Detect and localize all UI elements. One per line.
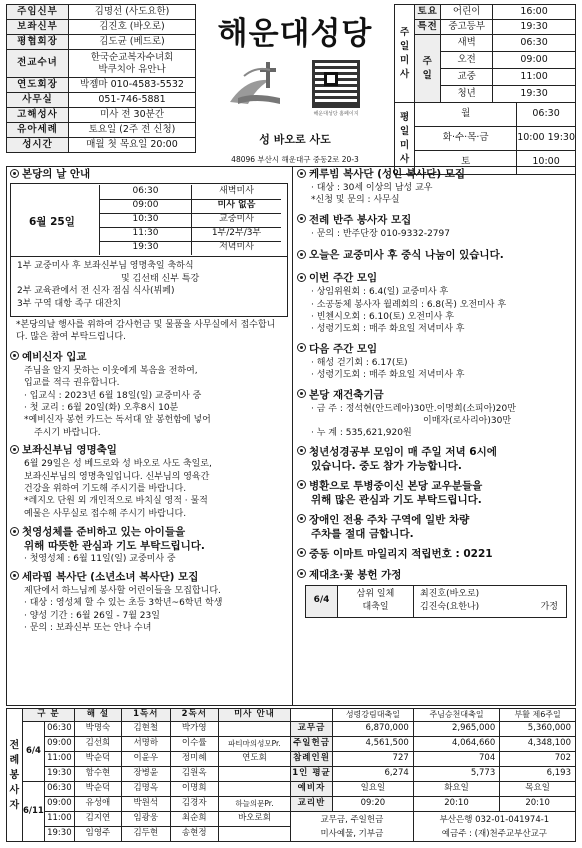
staff-role: 보좌신부 (7, 20, 69, 35)
staff-role: 연도회장 (7, 78, 69, 93)
class-time: 20:10 (413, 797, 499, 812)
staff-table (6, 4, 196, 153)
mass-time: 19:30 (44, 767, 74, 782)
server-name: 김선희 (74, 737, 121, 752)
server-name: 이윤우 (122, 752, 170, 767)
bullet-icon (297, 169, 306, 178)
communion-title-2: 위해 따뜻한 관심과 기도 부탁드립니다. (24, 540, 205, 553)
weekday-day: 월 (415, 103, 517, 127)
mass-guide (219, 767, 291, 782)
mass-type: 중고등부 (441, 20, 493, 35)
text-line: 입교를 적극 권유합니다. (24, 378, 120, 389)
mass-time: 11:00 (44, 752, 74, 767)
sick-title-2: 위해 많은 관심과 기도 부탁드립니다. (311, 493, 482, 506)
row-label: 참례인원 (291, 752, 333, 767)
col-header: 부활 제6주일 (500, 709, 576, 722)
mass-guide: 바오로회 (219, 812, 291, 827)
weekday-mass-label: 평일미사 (395, 103, 415, 175)
mass-guide (219, 827, 291, 842)
feast-title: 보좌신부님 영명축일 (22, 444, 117, 457)
class-time: 20:10 (500, 797, 576, 812)
staff-role: 사무실 (7, 93, 69, 108)
page-title: 해운대성당 (217, 16, 373, 52)
text-line: · 문의 : 반주단장 010-9332-2797 (311, 228, 450, 239)
bullet-icon (297, 548, 306, 557)
bullet-icon (297, 480, 306, 489)
staff-name: 박젬마 010-4583-5532 (69, 78, 196, 93)
right-column (297, 167, 573, 618)
emart-heading (297, 547, 573, 562)
column-divider (292, 166, 293, 706)
noodle-title: 오늘은 교중미사 후 중식 나눔이 있습니다. (309, 249, 504, 262)
server-name: 김지연 (74, 812, 121, 827)
mass-time: 19:30 (493, 20, 576, 35)
text-line: 주님을 알지 못하는 이웃에게 복음을 전하여, (24, 365, 198, 376)
text-line: · 첫 교리 : 6월 20일(화) 오후8시 10분 (24, 403, 179, 414)
mass-guide: 연도회 (219, 752, 291, 767)
amount: 4,348,100 (500, 737, 576, 752)
mass-type: 청년 (441, 86, 493, 103)
bank-label: 교무금, 주일헌금 (320, 814, 384, 825)
server-name: 박순덕 (74, 782, 121, 797)
text-line: · 해성 걷기회 : 6.17(토) (311, 357, 408, 368)
amount: 6,193 (500, 767, 576, 782)
server-name: 송현정 (170, 827, 219, 842)
flower-donor: 김진숙(요한나) (420, 602, 480, 613)
flower-occasion: 대축일 (362, 602, 389, 613)
bullet-icon (10, 351, 19, 360)
bullet-icon (297, 214, 306, 223)
fund-heading (297, 388, 573, 403)
flower-family: 가정 (540, 601, 558, 612)
text-line: · 성령기도회 : 매주 화요일 저녁미사 후 (311, 370, 465, 381)
mass-time: 10:00 (517, 151, 576, 175)
mass-time: 06:30 (517, 103, 576, 127)
staff-name: 김도균 (베드로) (69, 35, 196, 50)
server-name: 김두현 (122, 827, 170, 842)
row-label: 교리반 (291, 797, 333, 812)
mass-type: 교중 (441, 69, 493, 86)
staff-name: 051-746-5881 (69, 93, 196, 108)
date-label: 6/4 (23, 722, 45, 782)
mass-guide (219, 782, 291, 797)
patron-day-title: 본당의 날 안내 (22, 168, 91, 180)
text-line: · 문의 : 보좌신부 또는 안나 수녀 (24, 622, 152, 633)
amount: 2,965,000 (413, 722, 499, 737)
bullet-icon (10, 445, 19, 454)
mass-type: 어린이 (441, 5, 493, 20)
row-label: 교무금 (291, 722, 333, 737)
bullet-icon (297, 569, 306, 578)
qr-caption: 해운대성당 홈페이지 (313, 111, 359, 117)
text-line: · 대상 : 영성체 할 수 있는 초등 3학년~6학년 학생 (24, 598, 223, 609)
patron-saint: 성 바오로 사도 (259, 133, 331, 146)
program-line: 3부 구역 대항 족구 대잔치 (17, 298, 122, 309)
schedule-item: 미사 없음 (192, 199, 282, 213)
mass-time: 10:00 (517, 132, 545, 144)
server-name: 임영주 (74, 827, 121, 842)
staff-role: 유아세례 (7, 123, 69, 138)
staff-role: 성시간 (7, 138, 69, 153)
saturday-label: 토요 (415, 5, 441, 20)
mass-type: 오전 (441, 52, 493, 69)
feast-heading (10, 443, 288, 458)
server-name: 장병윤 (122, 767, 170, 782)
col-header: 1독서 (122, 709, 170, 722)
program-line: 2부 교육관에서 전 신자 점심 식사(뷔페) (17, 286, 175, 296)
row-label: 예비자 (291, 782, 333, 797)
text-line: *신청 및 문의 : 사무실 (311, 195, 400, 206)
col-header: 성령강림대축일 (333, 709, 414, 722)
server-name: 김현철 (122, 722, 170, 737)
text-line: · 소공동체 봉사자 월례회의 : 6.8(목) 오전미사 후 (311, 299, 507, 310)
staff-name: 김진호 (바오로) (69, 20, 196, 35)
row-label: 1인 평균 (291, 767, 333, 782)
mass-time: 09:00 (493, 52, 576, 69)
bullet-icon (297, 514, 306, 523)
amount: 702 (500, 752, 576, 767)
server-name: 임광웅 (122, 812, 170, 827)
seraph-heading (10, 570, 288, 585)
flower-date: 6/4 (306, 585, 338, 617)
mass-guide: 하늘의문Pr. (219, 797, 291, 812)
bank-account: 부산은행 032-01-041974-1 (439, 814, 550, 825)
seraph-title: 세라핌 복사단 (소년소녀 복사단) 모집 (22, 570, 199, 583)
left-column (10, 167, 288, 634)
nextweek-title: 다음 주간 모임 (309, 342, 378, 355)
col-header: 주님승천대축일 (413, 709, 499, 722)
mass-time: 19:30 (44, 827, 74, 842)
amount: 5,773 (413, 767, 499, 782)
weekday-day: 화·수·목·금 (415, 127, 517, 151)
address: 48096 부산시 해운대구 중동2로 20-3 (231, 155, 359, 164)
mass-time: 11:00 (493, 69, 576, 86)
schedule-time: 19:30 (100, 241, 192, 255)
flower-donor: 최진호(바오로) (420, 589, 480, 600)
bullet-icon (297, 446, 306, 455)
mass-time: 06:30 (493, 35, 576, 52)
liturgy-table (6, 708, 291, 842)
date-label: 6/11 (23, 782, 45, 842)
communion-heading (10, 525, 288, 539)
server-name: 박가영 (170, 722, 219, 737)
mass-type: 새벽 (441, 35, 493, 52)
staff-name: 김명선 (사도요한) (69, 5, 196, 20)
parking-title-2: 주차를 절대 금합니다. (311, 527, 414, 540)
nextweek-heading (297, 342, 573, 357)
schedule-time: 06:30 (100, 185, 192, 199)
text-line: · 첫영성체 : 6월 11일(일) 교중미사 중 (24, 554, 176, 565)
thisweek-title: 이번 주간 모임 (309, 272, 378, 285)
liturgy-side-label: 전례봉사자 (9, 739, 21, 811)
amount: 4,561,500 (333, 737, 414, 752)
text-line: 6월 29일은 성 베드로와 성 바오로 사도 축일로, (24, 459, 212, 470)
flower-title: 제대초·꽃 봉헌 가정 (309, 568, 402, 581)
catechumen-heading (10, 350, 288, 365)
noodle-heading (297, 248, 573, 263)
class-day: 화요일 (413, 782, 499, 797)
class-day: 목요일 (500, 782, 576, 797)
text-line: · 누 계 : 535,621,920원 (311, 428, 412, 439)
feast-body (10, 458, 288, 520)
finance-table (290, 708, 576, 842)
sunday-label: 주일 (415, 35, 441, 103)
patron-note: *본당의날 행사를 위하여 감사헌금 및 물품을 사무실에서 접수합니다. 많은 참여 부탁드립니다. (16, 320, 276, 343)
schedule-time: 10:30 (100, 213, 192, 227)
patron-day-table (10, 183, 288, 257)
mass-time: 19:30 (547, 132, 575, 144)
row-label: 주일헌금 (291, 737, 333, 752)
text-line: 예물은 사무실로 접수해 주시기 바랍니다. (24, 508, 187, 519)
schedule-time: 09:00 (100, 199, 192, 213)
bullet-icon (297, 273, 306, 282)
text-line: · 금 주 : 정석현(안드레아)30만.이명희(소피아)20만 (311, 403, 516, 414)
text-line: 보좌신부님의 영명축일입니다. 신부님의 영육간 (24, 471, 210, 482)
sick-heading (297, 479, 573, 493)
program-line: 1부 교중미사 후 보좌신부님 영명축일 축하식 (17, 261, 194, 271)
mass-time: 06:30 (44, 722, 74, 737)
text-line: 주시기 바랍니다. (34, 427, 101, 438)
staff-role: 평협회장 (7, 35, 69, 50)
server-name: 최순희 (170, 812, 219, 827)
catechumen-body (10, 365, 288, 439)
schedule-item: 저녁미사 (192, 241, 282, 255)
amount: 4,064,660 (413, 737, 499, 752)
server-name: 이명희 (170, 782, 219, 797)
server-name: 김원옥 (170, 767, 219, 782)
seraph-body (10, 585, 288, 635)
mass-guide (219, 722, 291, 737)
mass-time: 19:30 (493, 86, 576, 103)
text-line: *레지오 단원 외 개인적으로 바치실 영적 · 물적 (24, 496, 208, 507)
mass-schedule (394, 4, 576, 175)
schedule-item: 1부/2부/3부 (192, 227, 282, 241)
col-header (291, 709, 333, 722)
bullet-icon (297, 389, 306, 398)
youth-title-2: 있습니다. 중도 참가 가능합니다. (311, 459, 462, 472)
staff-name: 토요일 (2주 전 신청) (69, 123, 196, 138)
mass-time: 06:30 (44, 782, 74, 797)
server-name: 함수현 (74, 767, 121, 782)
text-line: · 입교식 : 2023년 6월 18일(일) 교중미사 중 (24, 390, 202, 401)
bullet-icon (297, 343, 306, 352)
staff-name: 미사 전 30분간 (69, 108, 196, 123)
text-line: · 빈첸시오회 : 6.10(토) 오전미사 후 (311, 312, 454, 323)
patron-day-heading (10, 167, 288, 182)
header (198, 4, 392, 164)
communion-title: 첫영성체를 준비하고 있는 아이들을 (22, 526, 186, 539)
youth-heading (297, 445, 573, 459)
mass-time: 11:00 (44, 812, 74, 827)
thisweek-heading (297, 271, 573, 286)
catechumen-title: 예비신자 입교 (22, 350, 87, 363)
emart-title: 중동 이마트 마일리지 적립번호 : 0221 (309, 547, 493, 560)
staff-role: 전교수녀 (7, 50, 69, 78)
amount: 6,274 (333, 767, 414, 782)
text-line: *예비신자 봉헌 카드는 독서대 앞 봉헌함에 넣어 (24, 415, 211, 426)
special-label: 특전 (415, 20, 441, 35)
schedule-item: 새벽미사 (192, 185, 282, 199)
cherubim-title: 케루빔 복사단 (성인 복사단) 모집 (309, 168, 466, 180)
text-line: 건강을 위하여 기도해 주시기를 바랍니다. (24, 484, 187, 495)
fund-title: 본당 재건축기금 (309, 388, 384, 401)
schedule-item: 교중미사 (192, 213, 282, 227)
weekday-day: 토 (415, 151, 517, 175)
staff-name: 박쿠치아 유안나 (98, 63, 166, 75)
text-line: 제단에서 하느님께 봉사할 어린이들을 모집합니다. (24, 585, 221, 596)
server-name: 서명하 (122, 737, 170, 752)
parking-title: 장애인 전용 주차 구역에 일반 차량 (309, 513, 470, 526)
church-logo-icon (226, 58, 288, 110)
amount: 727 (333, 752, 414, 767)
altar-heading (297, 213, 573, 228)
class-time: 09:20 (333, 797, 414, 812)
col-header: 미사 안내 (219, 709, 291, 722)
youth-title: 청년성경공부 모임이 매 주일 저녁 6시에 (309, 445, 497, 458)
server-name: 김명옥 (122, 782, 170, 797)
amount: 5,360,000 (500, 722, 576, 737)
mass-guide: 파티마의성모Pr. (219, 737, 291, 752)
flower-table (305, 585, 567, 618)
bullet-icon (10, 571, 19, 580)
mass-time: 16:00 (493, 5, 576, 20)
flower-heading (297, 568, 573, 583)
staff-role: 고해성사 (7, 108, 69, 123)
server-name: 정미혜 (170, 752, 219, 767)
col-header: 2독서 (170, 709, 219, 722)
amount: 704 (413, 752, 499, 767)
sunday-mass-label: 주일미사 (395, 5, 415, 103)
bullet-icon (10, 527, 19, 536)
parking-heading (297, 513, 573, 527)
sick-title: 병환으로 투병중이신 본당 교우분들을 (309, 479, 483, 492)
text-line: · 성령기도회 : 매주 화요일 저녁미사 후 (311, 324, 465, 335)
cherubim-heading (297, 167, 573, 182)
server-name: 이수률 (170, 737, 219, 752)
altar-title: 전례 반주 봉사자 모집 (309, 213, 412, 226)
qr-anchor-icon (324, 72, 338, 86)
flower-occasion: 삼위 일체 (356, 589, 395, 600)
class-day: 일요일 (333, 782, 414, 797)
bullet-icon (297, 250, 306, 259)
program-line: 및 김선태 신부 특강 (121, 273, 200, 284)
patron-program (10, 257, 288, 317)
text-line: · 상임위원회 : 6.4(일) 교중미사 후 (311, 287, 449, 298)
col-header: 해 설 (74, 709, 121, 722)
server-name: 유성애 (74, 797, 121, 812)
col-header: 구 분 (23, 709, 75, 722)
bank-label: 미사예물, 기부금 (320, 828, 384, 839)
schedule-time: 11:30 (100, 227, 192, 241)
bullet-icon (10, 169, 19, 178)
text-line: · 양성 기간 : 6월 26일 - 7월 23일 (24, 610, 160, 621)
server-name: 박순덕 (74, 752, 121, 767)
amount: 6,870,000 (333, 722, 414, 737)
server-name: 김경자 (170, 797, 219, 812)
text-line: · 대상 : 30세 이상의 남성 교우 (311, 183, 433, 193)
server-name: 박원석 (122, 797, 170, 812)
mass-time: 09:00 (44, 737, 74, 752)
staff-role: 주임신부 (7, 5, 69, 20)
text-line: 이매자(로사리아)30만 (423, 416, 512, 427)
bank-holder: 예금주 : (재)천주교부산교구 (441, 828, 547, 839)
patron-day-date: 6월 25일 (29, 216, 75, 228)
server-name: 박명숙 (74, 722, 121, 737)
staff-name: 매월 첫 목요일 20:00 (69, 138, 196, 153)
mass-time: 09:00 (44, 797, 74, 812)
staff-name: 한국순교복자수녀회 (90, 51, 174, 63)
